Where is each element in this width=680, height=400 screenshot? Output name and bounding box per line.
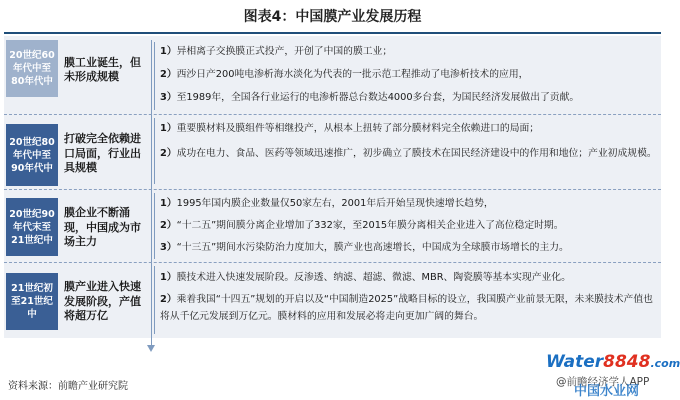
list-item — [160, 90, 658, 105]
item-text: 至1989年，全国各行业运行的电渗析器总台数达4000多台套，为国民经济发展做出了贡献。 — [176, 92, 580, 103]
row-divider — [4, 262, 661, 263]
item-text: 膜技术进入快速发展阶段。反渗透、纳滤、超滤、微滤、MBR、陶瓷膜等基本实现产业化。 — [176, 272, 571, 283]
brand-logo — [546, 352, 680, 372]
row-divider — [4, 189, 661, 190]
list-item — [160, 218, 658, 233]
item-number: 2） — [160, 220, 177, 231]
brand-text-b: 8848 — [603, 352, 651, 372]
item-number: 1） — [160, 272, 177, 283]
list-item — [160, 291, 658, 325]
item-number: 1） — [160, 123, 177, 134]
stage-label: 膜企业不断涌现，中国成为市场主力 — [64, 206, 141, 249]
timeline-line — [151, 40, 152, 345]
item-text: 乘着我国“十四五”规划的开启以及“中国制造2025”战略目标的设立，我国膜产业前景无限，未来膜技术产值也将从千亿元发展到万亿元。膜材料的应用和发展必将走向更加广阔的舞台。 — [160, 294, 653, 322]
stage-label: 打破完全依赖进口局面，行业出具规模 — [64, 132, 141, 175]
stage-label: 膜工业诞生，但未形成规模 — [64, 55, 141, 83]
item-number: 1） — [160, 46, 177, 57]
title-rule — [4, 32, 661, 34]
brand-text-c: .com — [650, 357, 680, 370]
stage-label: 膜产业进入快速发展阶段，产值将超万亿 — [64, 280, 141, 323]
list-item — [160, 196, 658, 211]
item-text: 西沙日产200吨电渗析海水淡化为代表的一批示范工程推动了电渗析技术的应用， — [176, 69, 529, 80]
list-item — [160, 240, 658, 255]
item-number: 1） — [160, 198, 177, 209]
list-item — [160, 143, 658, 164]
source-note: 资料来源：前瞻产业研究院 — [8, 381, 128, 392]
bracket-line — [154, 193, 155, 259]
bracket-line — [154, 266, 155, 334]
list-item — [160, 270, 658, 285]
item-number: 3） — [160, 92, 177, 103]
period-label: 21世纪初至21世纪中 — [6, 273, 58, 330]
row-divider — [4, 114, 661, 115]
chart-title: 图表4：中国膜产业发展历程 — [243, 9, 422, 25]
item-number: 2） — [160, 294, 177, 305]
item-text: “十三五”期间水污染防治力度加大，膜产业也高速增长，中国成为全球膜市场增长的主力。 — [176, 242, 569, 253]
app-watermark: @前瞻经济学人APP — [556, 376, 650, 388]
period-label: 20世纪80年代中至90年代中 — [6, 124, 58, 186]
item-text: 重要膜材料及膜组件等相继投产，从根本上扭转了部分膜材料完全依赖进口的局面； — [176, 123, 540, 134]
timeline-arrow-icon — [147, 345, 155, 352]
item-text: 1995年国内膜企业数量仅50家左右，2001年后开始呈现快速增长趋势， — [176, 198, 494, 209]
item-number: 2） — [160, 69, 177, 80]
item-text: 异相离子交换膜正式投产，开创了中国的膜工业； — [176, 46, 393, 57]
item-number: 3） — [160, 242, 177, 253]
period-label: 20世纪90年代末至21世纪中 — [6, 198, 58, 256]
item-text: 成功在电力、食品、医药等领域迅速推广，初步确立了膜技术在国民经济建设中的作用和地位；产业初成规模。 — [176, 148, 657, 159]
site-watermark: 中国水业网 — [574, 384, 640, 399]
item-text: “十二五”期间膜分离企业增加了332家，至2015年膜分离相关企业进入了高位稳定时期。 — [176, 220, 564, 231]
list-item — [160, 67, 658, 82]
brand-text-a: Water — [546, 352, 604, 372]
list-item — [160, 121, 658, 136]
bracket-line — [154, 42, 155, 110]
list-item — [160, 44, 658, 59]
bracket-line — [154, 118, 155, 184]
period-label: 20世纪60年代中至80年代中 — [6, 40, 58, 97]
item-number: 2） — [160, 148, 177, 159]
